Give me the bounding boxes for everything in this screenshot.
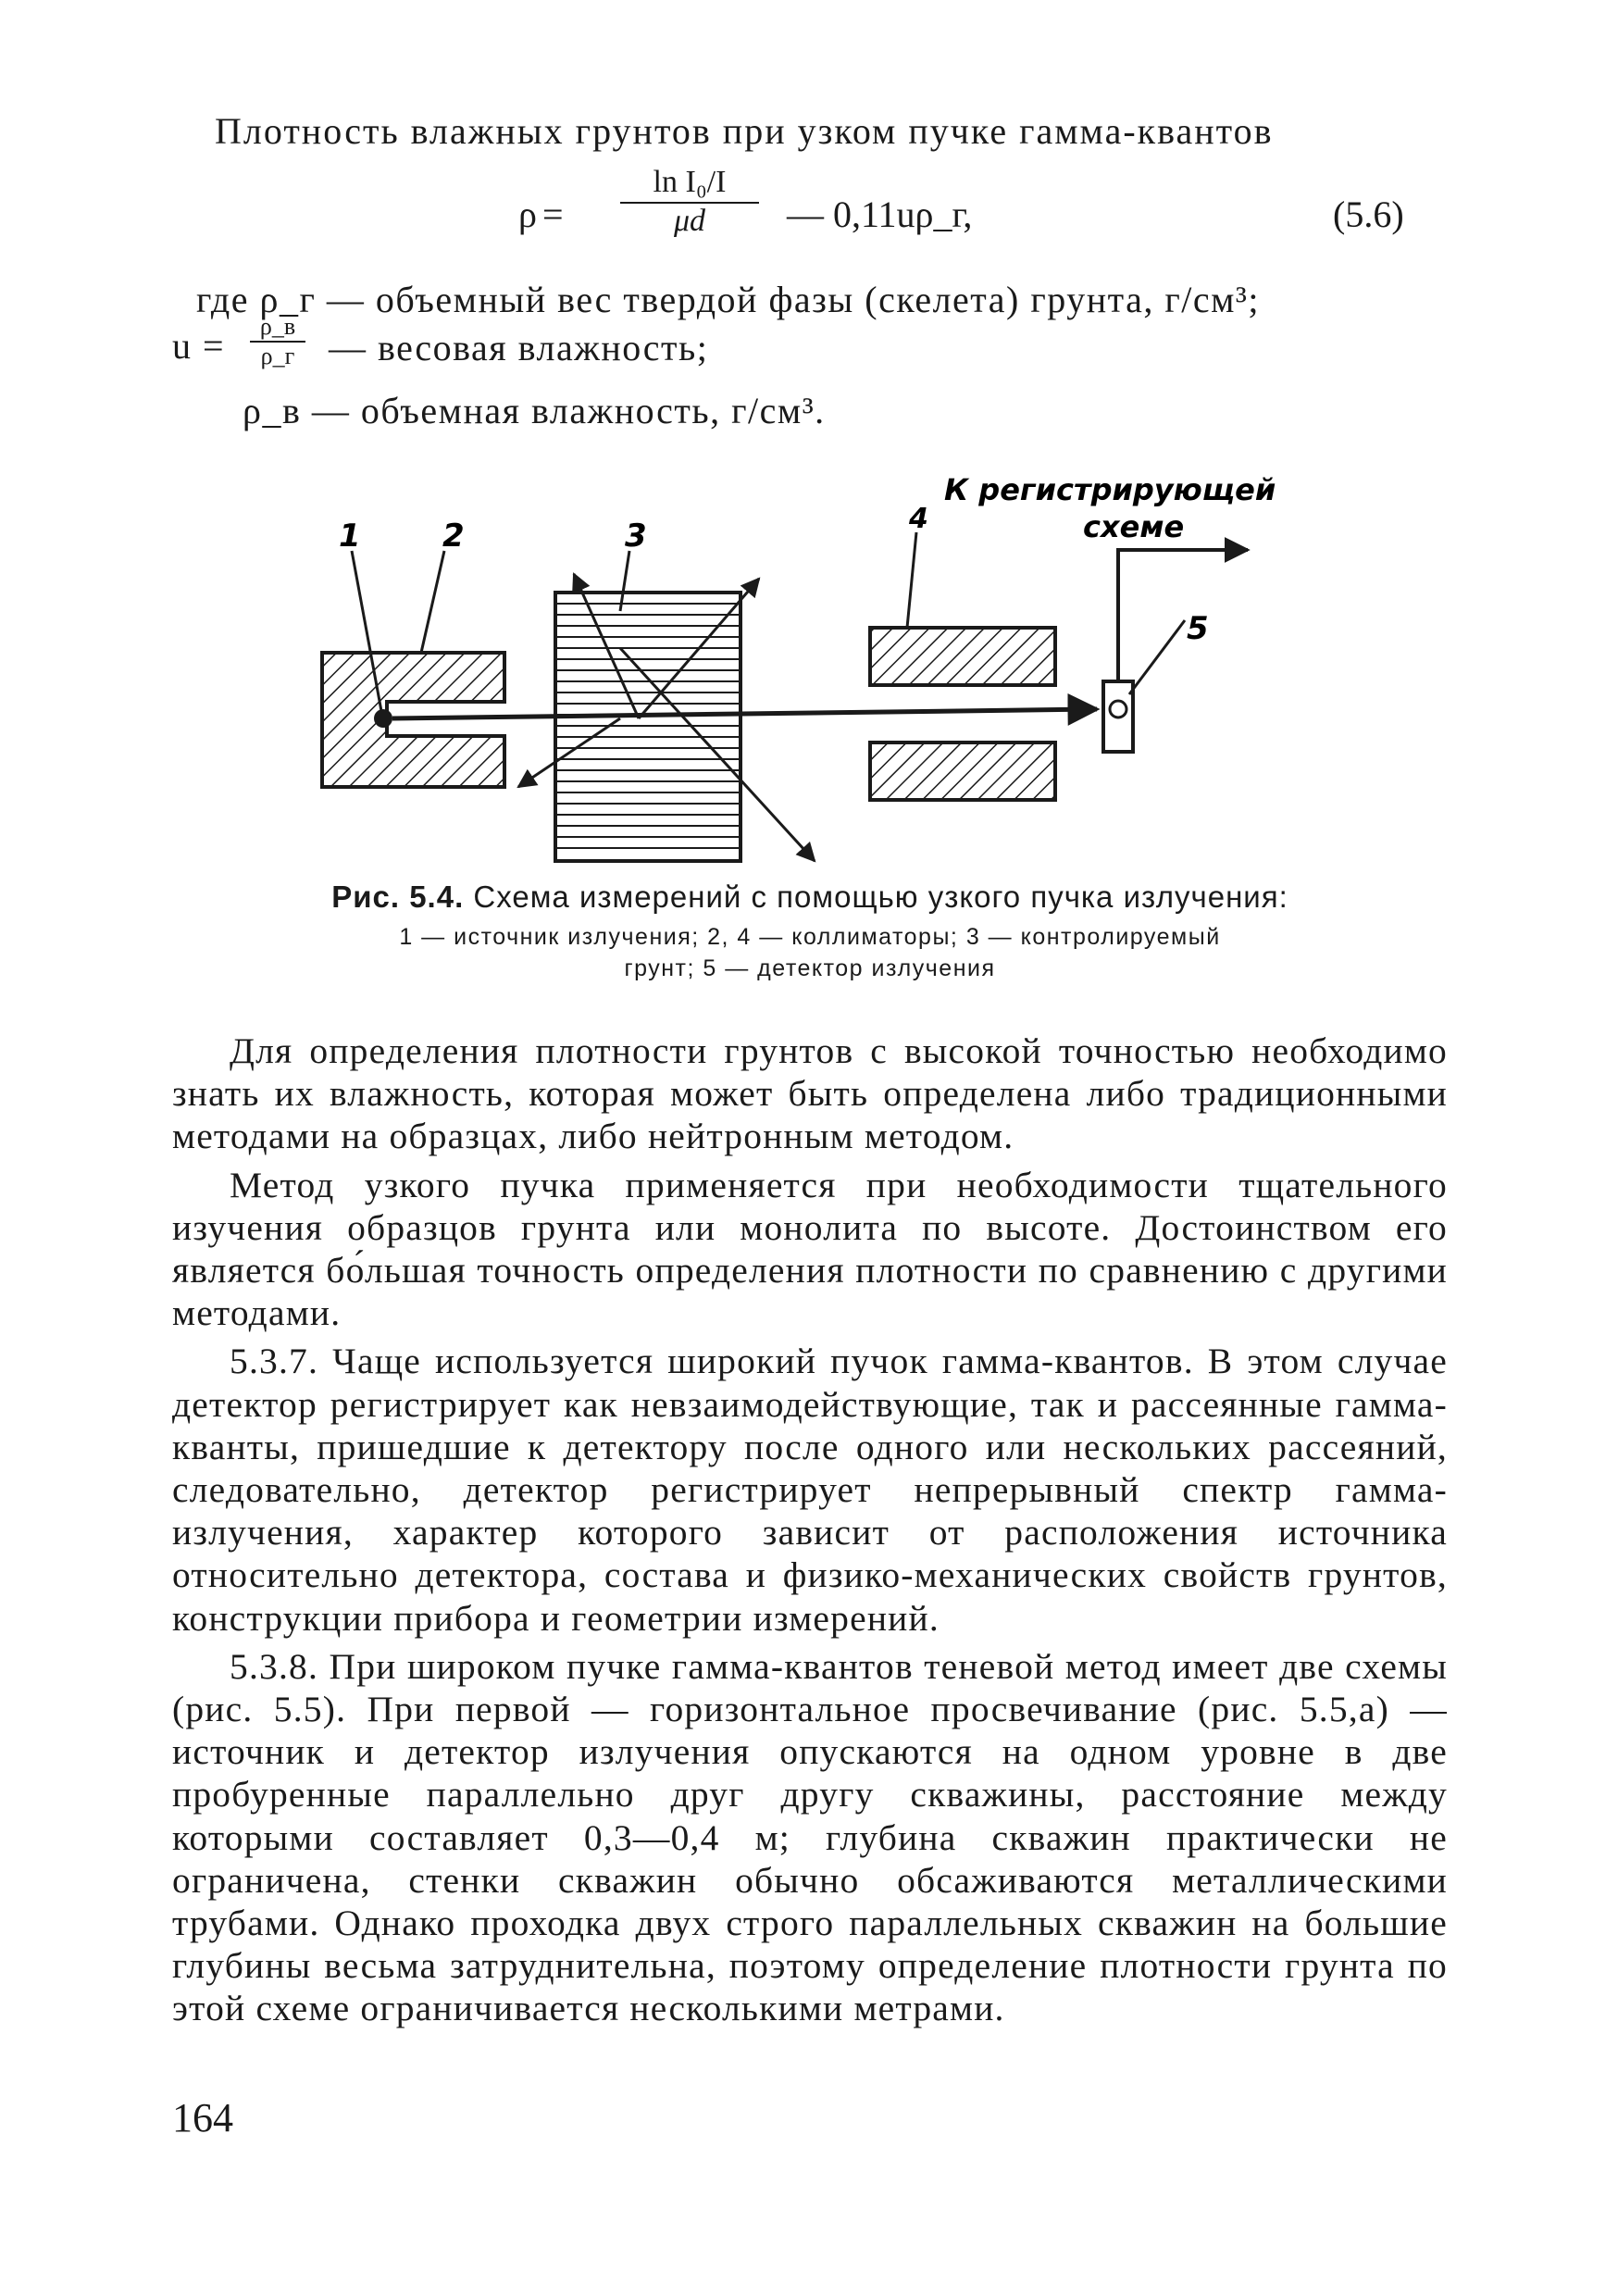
detector-element	[1110, 701, 1126, 718]
formula-equals: =	[542, 193, 564, 235]
formula-rest: — 0,11uρ_г,	[787, 193, 973, 235]
formula-5-6	[518, 156, 1444, 257]
figure-to-circuit-line2: схеме	[1083, 509, 1185, 544]
figure-label-1: 1	[339, 518, 361, 555]
formula-numerator: ln I₀/I	[620, 165, 759, 204]
figure-caption-legend-line1: 1 — источник излучения; 2, 4 — коллиматоры; 3 — контролируемый	[399, 924, 1221, 950]
figure-caption-text: Схема измерений с помощью узкого пучка излучения:	[473, 880, 1288, 914]
figure-caption-title	[278, 880, 1342, 915]
leader-line-2	[421, 551, 444, 653]
detector-collimator-top	[870, 628, 1055, 685]
fraction-numerator: ρ_в	[250, 313, 305, 343]
detector-collimator-bottom	[870, 742, 1055, 800]
formula-number: (5.6)	[1333, 193, 1404, 235]
radiation-source	[374, 709, 392, 728]
figure-caption-lead: Рис. 5.4.	[331, 880, 465, 914]
definition-weight-moisture-text: — весовая влажность;	[329, 327, 709, 368]
intro-line: Плотность влажных грунтов при узком пучке гамма-квантов	[215, 110, 1274, 152]
definition-volume-moisture: ρ_в — объемная влажность, г/см³.	[243, 390, 826, 431]
formula-fraction	[620, 165, 759, 239]
definition-skeleton-density: где ρ_г — объемный вес твердой фазы (скелета) грунта, г/см³;	[196, 279, 1261, 320]
paragraph-2: Метод узкого пучка применяется при необходимости тщательного изучения образцов грунта или монолита по высоте. Достоинством его является бо́льшая точность определения плотности по сравнению с другими методами.	[172, 1164, 1448, 1334]
narrow-beam	[392, 709, 1097, 718]
figure-label-5: 5	[1187, 610, 1209, 647]
leader-line-5	[1129, 620, 1185, 694]
definition-weight-moisture-fraction	[250, 313, 305, 370]
figure-label-3: 3	[625, 518, 647, 555]
leader-line-4	[907, 532, 916, 628]
figure-to-circuit-line1: К регистрирующей	[944, 472, 1276, 507]
paragraph-4: 5.3.8. При широком пучке гамма-квантов теневой метод имеет две схемы (рис. 5.5). При первой — горизонтальное просвечивание (рис. 5.5,а) — источник и детектор излучения опускаются на одном уровне в две пробуренные параллельно друг другу скважины, расстояние между которыми составляет 0,3—0,4 м; глубина скважин практически не ограничена, стенки скважин обычно обсаживаются металлическими трубами. Однако проходка двух строго параллельных скважин на большие глубины весьма затруднительна, поэтому определение плотности грунта по этой схеме ограничивается несколькими метрами.	[172, 1645, 1448, 2029]
body-text	[172, 1029, 1448, 2036]
narrow-beam-scheme-figure	[305, 463, 1324, 870]
formula-denominator: μd	[673, 204, 706, 238]
figure-label-2: 2	[442, 518, 465, 555]
paragraph-3: 5.3.7. Чаще используется широкий пучок гамма-квантов. В этом случае детектор регистрирует как невзаимодействующие, так и рассеянные гамма-кванты, пришедшие к детектору после одного или нескольких рассеяний, следовательно, детектор регистрирует непрерывный спектр гамма-излучения, характер которого зависит от расположения источника относительно детектора, состава и физико-механических свойств грунтов, конструкции прибора и геометрии измерений.	[172, 1341, 1448, 1639]
signal-line	[1118, 550, 1248, 681]
figure-label-4: 4	[909, 503, 928, 535]
definition-weight-moisture-lhs: u =	[172, 325, 226, 367]
formula-lhs: ρ	[518, 193, 537, 235]
fraction-denominator: ρ_г	[260, 343, 295, 369]
figure-caption-legend-line2: грунт; 5 — детектор излучения	[624, 955, 996, 981]
page-number: 164	[172, 2095, 233, 2140]
paragraph-1: Для определения плотности грунтов с высокой точностью необходимо знать их влажность, которая может быть определена либо традиционными методами на образцах, либо нейтронным методом.	[172, 1030, 1448, 1157]
